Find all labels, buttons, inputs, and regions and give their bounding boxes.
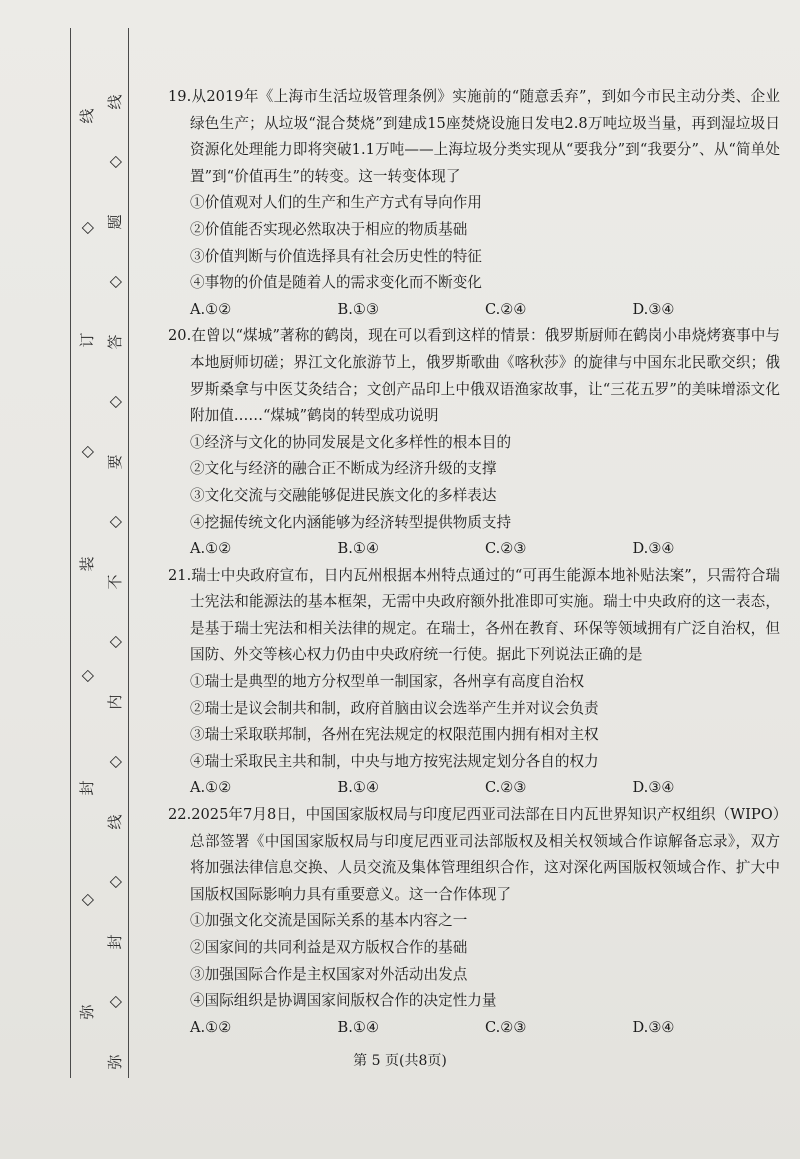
answer-choice[interactable]: A.①② (190, 1018, 232, 1036)
statement-option: ①经济与文化的协同发展是文化多样性的根本目的 (190, 433, 512, 451)
statement-option: ②文化与经济的融合正不断成为经济升级的支撑 (190, 460, 497, 478)
binding-char: 装 (78, 556, 96, 572)
statement-option: ②价值能否实现必然取决于相应的物质基础 (190, 220, 468, 238)
answer-choice[interactable]: C.②③ (485, 540, 527, 558)
question-block (168, 84, 780, 323)
diamond-icon: ◇ (77, 221, 96, 235)
diamond-icon: ◇ (105, 155, 124, 169)
statement-option: ③加强国际合作是主权国家对外活动出发点 (190, 965, 468, 983)
diamond-icon: ◇ (105, 875, 124, 889)
question-stem: 22.2025年7月8日，中国国家版权局与印度尼西亚司法部在日内瓦世界知识产权组织（WIPO）总部签署《中国国家版权局与印度尼西亚司法部版权及相关权领域合作谅解备忘录》，双方将加强法律信息交换、人员交流及集体管理组织合作，这对深化两国版权领域合作、扩大中国版权国际影响力具有重要意义。这一合作体现了 (168, 806, 780, 903)
diamond-icon: ◇ (105, 395, 124, 409)
binding-char: 弥 (78, 1004, 96, 1020)
answer-choices (168, 297, 780, 324)
question-block (168, 802, 780, 1041)
binding-char: 线 (78, 108, 96, 124)
answer-choices (168, 536, 780, 563)
diamond-icon: ◇ (105, 275, 124, 289)
statement-option: ①加强文化交流是国际关系的基本内容之一 (190, 912, 468, 930)
answer-choices (168, 775, 780, 802)
binding-char: 答 (106, 334, 124, 350)
statement-option: ③瑞士采取联邦制，各州在宪法规定的权限范围内拥有相对主权 (190, 726, 599, 744)
answer-choice[interactable]: D.③④ (632, 779, 675, 797)
answer-choice[interactable]: D.③④ (632, 540, 675, 558)
answer-choice[interactable]: B.①④ (337, 540, 380, 558)
question-stem: 19.从2019年《上海市生活垃圾管理条例》实施前的“随意丢弃”，到如今市民主动分类、企业绿色生产；从垃圾“混合焚烧”到建成15座焚烧设施日发电2.8万吨垃圾当量，再到湿垃圾日资源化处理能力即将突破1.1万吨——上海垃圾分类实现从“要我分”到“我要分”、从“简单处置”到“价值再生”的转变。这一转变体现了 (168, 88, 780, 185)
statement-option: ④瑞士采取民主共和制，中央与地方按宪法规定划分各自的权力 (190, 752, 599, 770)
question-block (168, 563, 780, 802)
binding-char: 要 (106, 454, 124, 470)
statement-option: ④挖掘传统文化内涵能够为经济转型提供物质支持 (190, 513, 512, 531)
binding-line-inner (128, 28, 129, 1078)
statement-option: ①瑞士是典型的地方分权型单一制国家，各州享有高度自治权 (190, 673, 585, 691)
diamond-icon: ◇ (77, 445, 96, 459)
answer-choice[interactable]: A.①② (190, 779, 232, 797)
binding-char: 线 (106, 814, 124, 830)
question-block (168, 323, 780, 562)
diamond-icon: ◇ (105, 995, 124, 1009)
binding-char: 订 (78, 332, 96, 348)
answer-choice[interactable]: C.②③ (485, 779, 527, 797)
answer-choices (168, 1015, 780, 1042)
binding-char: 内 (106, 694, 124, 710)
binding-char: 题 (106, 214, 124, 230)
statement-option: ③价值判断与价值选择具有社会历史性的特征 (190, 247, 482, 265)
answer-choice[interactable]: B.①④ (337, 1018, 380, 1036)
binding-char: 弥 (106, 1054, 124, 1070)
diamond-icon: ◇ (105, 515, 124, 529)
answer-choice[interactable]: B.①③ (337, 300, 380, 318)
statement-option: ④国际组织是协调国家间版权合作的决定性力量 (190, 992, 497, 1010)
binding-char: 不 (106, 574, 124, 590)
question-stem: 20.在曾以“煤城”著称的鹤岗，现在可以看到这样的情景：俄罗斯厨师在鹤岗小串烧烤赛事中与本地厨师切磋；界江文化旅游节上，俄罗斯歌曲《喀秋莎》的旋律与中国东北民歌交织；俄罗斯桑拿与中医艾灸结合；文创产品印上中俄双语渔家故事，让“三花五罗”的美味增添文化附加值……“煤城”鹤岗的转型成功说明 (168, 327, 780, 425)
answer-choice[interactable]: C.②③ (485, 1018, 527, 1036)
answer-choice[interactable]: A.①② (190, 300, 232, 318)
binding-char: 封 (78, 780, 96, 796)
binding-margin (70, 28, 132, 1078)
statement-option: ①价值观对人们的生产和生产方式有导向作用 (190, 194, 482, 212)
binding-line-outer (70, 28, 71, 1078)
statement-option: ②国家间的共同利益是双方版权合作的基础 (190, 939, 468, 956)
statement-option: ②瑞士是议会制共和制，政府首脑由议会选举产生并对议会负责 (190, 699, 599, 717)
diamond-icon: ◇ (105, 755, 124, 769)
binding-char: 封 (106, 934, 124, 950)
diamond-icon: ◇ (77, 669, 96, 683)
statement-option: ③文化交流与交融能够促进民族文化的多样表达 (190, 486, 497, 504)
diamond-icon: ◇ (77, 893, 96, 907)
binding-char: 线 (106, 94, 124, 110)
questions-area (168, 84, 780, 1041)
question-stem: 21.瑞士中央政府宣布，日内瓦州根据本州特点通过的“可再生能源本地补贴法案”，只需符合瑞士宪法和能源法的基本框架，无需中央政府额外批准即可实施。瑞士中央政府的这一表态，是基于瑞士宪法和相关法律的规定。在瑞士，各州在教育、环保等领域拥有广泛自治权，但国防、外交等核心权力仍由中央政府统一行使。据此下列说法正确的是 (168, 566, 780, 664)
answer-choice[interactable]: D.③④ (632, 300, 675, 318)
statement-option: ④事物的价值是随着人的需求变化而不断变化 (190, 274, 482, 292)
answer-choice[interactable]: D.③④ (632, 1018, 675, 1036)
answer-choice[interactable]: C.②④ (485, 300, 527, 318)
diamond-icon: ◇ (105, 635, 124, 649)
answer-choice[interactable]: B.①④ (337, 779, 380, 797)
page-footer: 第 5 页(共8页) (353, 1053, 447, 1069)
answer-choice[interactable]: A.①② (190, 540, 232, 558)
